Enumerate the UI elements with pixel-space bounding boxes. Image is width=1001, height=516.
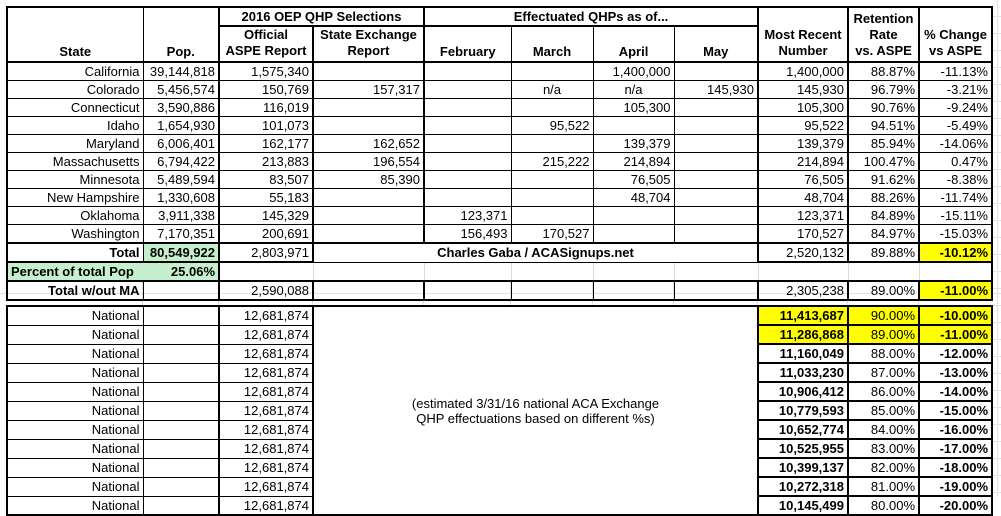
cell[interactable]: 89.00% bbox=[848, 325, 919, 344]
cell[interactable]: -10.00% bbox=[919, 306, 992, 325]
cell[interactable]: 200,691 bbox=[219, 225, 313, 244]
cell[interactable] bbox=[593, 262, 674, 281]
table-row bbox=[7, 117, 992, 135]
header-line: % Change bbox=[924, 27, 987, 42]
cell[interactable]: 12,681,874 bbox=[219, 439, 313, 458]
header-line: Most Recent bbox=[764, 27, 842, 42]
cell[interactable] bbox=[424, 262, 511, 281]
cell[interactable]: 76,505 bbox=[758, 171, 848, 189]
cell[interactable] bbox=[313, 117, 424, 135]
cell[interactable]: 6,006,401 bbox=[143, 135, 219, 153]
header-official-aspe[interactable] bbox=[219, 26, 313, 62]
cell[interactable]: 84.97% bbox=[848, 225, 919, 244]
cell[interactable]: -13.00% bbox=[919, 363, 992, 382]
cell[interactable] bbox=[143, 401, 219, 420]
cell[interactable] bbox=[219, 262, 313, 281]
cell[interactable] bbox=[511, 99, 593, 117]
cell[interactable]: 12,681,874 bbox=[219, 477, 313, 496]
cell[interactable] bbox=[313, 281, 424, 300]
total-retention[interactable]: 89.88% bbox=[848, 243, 919, 262]
cell[interactable]: National bbox=[7, 325, 143, 344]
cell[interactable]: -20.00% bbox=[919, 496, 992, 515]
cell[interactable]: National bbox=[7, 306, 143, 325]
cell[interactable]: -8.38% bbox=[919, 171, 992, 189]
cell[interactable]: 139,379 bbox=[593, 135, 674, 153]
total-label[interactable]: Total bbox=[7, 243, 143, 262]
cell[interactable]: 123,371 bbox=[424, 207, 511, 225]
cell[interactable]: 88.26% bbox=[848, 189, 919, 207]
cell[interactable]: 10,525,955 bbox=[758, 439, 848, 458]
cell[interactable]: 196,554 bbox=[313, 153, 424, 171]
cell[interactable] bbox=[143, 363, 219, 382]
cell[interactable] bbox=[313, 62, 424, 81]
cell[interactable]: National bbox=[7, 363, 143, 382]
header-retention[interactable] bbox=[848, 7, 919, 62]
cell[interactable]: 12,681,874 bbox=[219, 496, 313, 515]
cell[interactable]: 88.87% bbox=[848, 62, 919, 81]
header-line: ASPE Report bbox=[225, 43, 307, 58]
cell[interactable] bbox=[143, 458, 219, 477]
cell[interactable]: 10,399,137 bbox=[758, 458, 848, 477]
cell[interactable]: 86.00% bbox=[848, 382, 919, 401]
cell[interactable]: 94.51% bbox=[848, 117, 919, 135]
main-table-header bbox=[7, 7, 992, 62]
cell[interactable] bbox=[143, 420, 219, 439]
cell[interactable]: 116,019 bbox=[219, 99, 313, 117]
cell[interactable]: 7,170,351 bbox=[143, 225, 219, 244]
table-row bbox=[7, 306, 992, 325]
cell[interactable] bbox=[511, 207, 593, 225]
table-row bbox=[7, 189, 992, 207]
cell[interactable]: 170,527 bbox=[758, 225, 848, 244]
table-row bbox=[7, 153, 992, 171]
cell[interactable]: 12,681,874 bbox=[219, 344, 313, 363]
cell[interactable]: 5,489,594 bbox=[143, 171, 219, 189]
cell[interactable]: 12,681,874 bbox=[219, 382, 313, 401]
total-recent[interactable]: 2,520,132 bbox=[758, 243, 848, 262]
cell[interactable]: 5,456,574 bbox=[143, 81, 219, 99]
cell[interactable]: 12,681,874 bbox=[219, 401, 313, 420]
cell[interactable]: 39,144,818 bbox=[143, 62, 219, 81]
cell[interactable]: 10,906,412 bbox=[758, 382, 848, 401]
table-row bbox=[7, 99, 992, 117]
percent-value[interactable]: 25.06% bbox=[143, 262, 219, 281]
cell[interactable] bbox=[674, 99, 758, 117]
cell[interactable] bbox=[674, 117, 758, 135]
cell[interactable]: 80.00% bbox=[848, 496, 919, 515]
cell[interactable] bbox=[143, 325, 219, 344]
cell[interactable] bbox=[143, 439, 219, 458]
header-line: vs ASPE bbox=[929, 43, 982, 58]
header-line: Rate bbox=[869, 27, 898, 42]
cell[interactable] bbox=[511, 189, 593, 207]
cell[interactable]: 90.00% bbox=[848, 306, 919, 325]
cell[interactable] bbox=[674, 225, 758, 244]
cell[interactable]: Oklahoma bbox=[7, 207, 143, 225]
cell[interactable] bbox=[424, 81, 511, 99]
cell[interactable]: 156,493 bbox=[424, 225, 511, 244]
cell[interactable]: 11,286,868 bbox=[758, 325, 848, 344]
cell[interactable] bbox=[424, 117, 511, 135]
cell[interactable]: 90.76% bbox=[848, 99, 919, 117]
cell[interactable]: 1,400,000 bbox=[593, 62, 674, 81]
cell[interactable] bbox=[674, 153, 758, 171]
cell[interactable]: 214,894 bbox=[758, 153, 848, 171]
cell[interactable] bbox=[511, 281, 593, 300]
without-ma-change[interactable]: -11.00% bbox=[919, 281, 992, 300]
main-table bbox=[6, 6, 993, 301]
cell[interactable]: Idaho bbox=[7, 117, 143, 135]
cell[interactable]: 6,794,422 bbox=[143, 153, 219, 171]
without-ma-recent[interactable]: 2,305,238 bbox=[758, 281, 848, 300]
cell[interactable]: 1,654,930 bbox=[143, 117, 219, 135]
header-line: Retention bbox=[853, 11, 914, 26]
credit[interactable]: Charles Gaba / ACASignups.net bbox=[313, 243, 758, 262]
cell[interactable]: 95,522 bbox=[758, 117, 848, 135]
percent-label[interactable]: Percent of total Pop bbox=[7, 262, 143, 281]
cell[interactable]: National bbox=[7, 401, 143, 420]
cell[interactable]: 3,590,886 bbox=[143, 99, 219, 117]
gridlines-right-margin bbox=[993, 0, 1001, 497]
cell[interactable]: 82.00% bbox=[848, 458, 919, 477]
cell[interactable]: -18.00% bbox=[919, 458, 992, 477]
cell[interactable] bbox=[143, 344, 219, 363]
cell[interactable] bbox=[511, 262, 593, 281]
cell[interactable]: Colorado bbox=[7, 81, 143, 99]
cell[interactable] bbox=[674, 171, 758, 189]
cell[interactable]: -5.49% bbox=[919, 117, 992, 135]
cell[interactable] bbox=[674, 281, 758, 300]
table-row bbox=[7, 81, 992, 99]
cell[interactable] bbox=[674, 62, 758, 81]
cell[interactable] bbox=[674, 189, 758, 207]
cell[interactable]: National bbox=[7, 439, 143, 458]
cell[interactable]: -3.21% bbox=[919, 81, 992, 99]
without-ma-aspe[interactable]: 2,590,088 bbox=[219, 281, 313, 300]
cell[interactable]: 1,330,608 bbox=[143, 189, 219, 207]
cell[interactable] bbox=[143, 306, 219, 325]
cell[interactable]: 12,681,874 bbox=[219, 458, 313, 477]
cell[interactable] bbox=[313, 262, 424, 281]
cell[interactable]: 100.47% bbox=[848, 153, 919, 171]
cell[interactable] bbox=[313, 189, 424, 207]
cell[interactable] bbox=[424, 135, 511, 153]
cell[interactable]: 85.00% bbox=[848, 401, 919, 420]
header-month-february[interactable]: February bbox=[424, 26, 511, 62]
cell[interactable] bbox=[424, 281, 511, 300]
cell[interactable]: 10,779,593 bbox=[758, 401, 848, 420]
cell[interactable] bbox=[674, 207, 758, 225]
cell[interactable]: 162,177 bbox=[219, 135, 313, 153]
cell[interactable] bbox=[424, 153, 511, 171]
cell[interactable]: 85.94% bbox=[848, 135, 919, 153]
cell[interactable]: -14.06% bbox=[919, 135, 992, 153]
annotation-line: QHP effectuations based on different %s) bbox=[416, 410, 655, 426]
cell[interactable]: California bbox=[7, 62, 143, 81]
cell[interactable] bbox=[424, 171, 511, 189]
cell[interactable]: -15.11% bbox=[919, 207, 992, 225]
cell[interactable] bbox=[424, 99, 511, 117]
cell[interactable]: 84.89% bbox=[848, 207, 919, 225]
cell[interactable]: 11,413,687 bbox=[758, 306, 848, 325]
header-line: Report bbox=[347, 43, 390, 58]
total-pop[interactable]: 80,549,922 bbox=[143, 243, 219, 262]
cell[interactable]: Maryland bbox=[7, 135, 143, 153]
table-row bbox=[7, 171, 992, 189]
cell[interactable]: 88.00% bbox=[848, 344, 919, 363]
cell[interactable] bbox=[919, 262, 992, 281]
cell[interactable]: -17.00% bbox=[919, 439, 992, 458]
cell[interactable]: 215,222 bbox=[511, 153, 593, 171]
main-table-body bbox=[7, 62, 992, 243]
cell[interactable]: 81.00% bbox=[848, 477, 919, 496]
cell[interactable]: 83,507 bbox=[219, 171, 313, 189]
header-line: Number bbox=[778, 43, 828, 58]
cell[interactable] bbox=[143, 281, 219, 300]
cell[interactable]: 55,183 bbox=[219, 189, 313, 207]
cell[interactable] bbox=[593, 207, 674, 225]
cell[interactable]: 1,575,340 bbox=[219, 62, 313, 81]
without-ma-retention[interactable]: 89.00% bbox=[848, 281, 919, 300]
cell[interactable]: Massachusetts bbox=[7, 153, 143, 171]
cell[interactable]: 157,317 bbox=[313, 81, 424, 99]
cell[interactable]: 10,272,318 bbox=[758, 477, 848, 496]
cell[interactable]: 145,930 bbox=[758, 81, 848, 99]
cell[interactable] bbox=[313, 99, 424, 117]
cell[interactable]: 12,681,874 bbox=[219, 325, 313, 344]
cell[interactable]: 101,073 bbox=[219, 117, 313, 135]
cell[interactable]: -15.00% bbox=[919, 401, 992, 420]
cell[interactable] bbox=[511, 135, 593, 153]
cell[interactable]: 95,522 bbox=[511, 117, 593, 135]
header-most-recent[interactable] bbox=[758, 7, 848, 62]
annotation-line: (estimated 3/31/16 national ACA Exchange bbox=[411, 395, 660, 411]
cell[interactable] bbox=[758, 262, 848, 281]
cell[interactable]: 48,704 bbox=[758, 189, 848, 207]
without-ma-label[interactable]: Total w/out MA bbox=[7, 281, 143, 300]
cell[interactable] bbox=[593, 117, 674, 135]
cell[interactable]: 150,769 bbox=[219, 81, 313, 99]
table-row bbox=[7, 243, 992, 262]
cell[interactable]: 145,930 bbox=[674, 81, 758, 99]
cell[interactable]: 139,379 bbox=[758, 135, 848, 153]
table-row bbox=[7, 225, 992, 244]
cell[interactable]: 123,371 bbox=[758, 207, 848, 225]
cell[interactable] bbox=[848, 262, 919, 281]
cell[interactable]: 162,652 bbox=[313, 135, 424, 153]
annotation[interactable] bbox=[313, 306, 758, 515]
cell[interactable]: 1,400,000 bbox=[758, 62, 848, 81]
cell[interactable]: 105,300 bbox=[593, 99, 674, 117]
header-oep-group[interactable]: 2016 OEP QHP Selections bbox=[219, 7, 424, 26]
header-line: Official bbox=[243, 27, 289, 42]
header-line: State Exchange bbox=[320, 27, 417, 42]
cell[interactable] bbox=[143, 477, 219, 496]
cell[interactable]: 87.00% bbox=[848, 363, 919, 382]
cell[interactable]: National bbox=[7, 420, 143, 439]
cell[interactable] bbox=[674, 262, 758, 281]
cell[interactable]: 12,681,874 bbox=[219, 363, 313, 382]
cell[interactable]: National bbox=[7, 382, 143, 401]
cell[interactable]: 11,160,049 bbox=[758, 344, 848, 363]
cell[interactable]: Connecticut bbox=[7, 99, 143, 117]
cell[interactable]: Washington bbox=[7, 225, 143, 244]
cell[interactable]: National bbox=[7, 477, 143, 496]
cell[interactable]: 96.79% bbox=[848, 81, 919, 99]
cell[interactable]: -11.74% bbox=[919, 189, 992, 207]
cell[interactable] bbox=[313, 225, 424, 244]
header-effectuated-group[interactable]: Effectuated QHPs as of... bbox=[424, 7, 758, 26]
cell[interactable]: 3,911,338 bbox=[143, 207, 219, 225]
cell[interactable] bbox=[143, 382, 219, 401]
cell[interactable]: 85,390 bbox=[313, 171, 424, 189]
table-row bbox=[7, 135, 992, 153]
header-month-march[interactable]: March bbox=[511, 26, 593, 62]
header-state-exchange[interactable] bbox=[313, 26, 424, 62]
cell[interactable]: 76,505 bbox=[593, 171, 674, 189]
cell[interactable]: 145,329 bbox=[219, 207, 313, 225]
cell[interactable] bbox=[593, 225, 674, 244]
cell[interactable]: 10,652,774 bbox=[758, 420, 848, 439]
cell[interactable]: -9.24% bbox=[919, 99, 992, 117]
cell[interactable]: 0.47% bbox=[919, 153, 992, 171]
cell[interactable]: 12,681,874 bbox=[219, 420, 313, 439]
cell[interactable]: -16.00% bbox=[919, 420, 992, 439]
cell[interactable]: -12.00% bbox=[919, 344, 992, 363]
cell[interactable]: National bbox=[7, 344, 143, 363]
cell[interactable]: Minnesota bbox=[7, 171, 143, 189]
national-table bbox=[6, 305, 993, 516]
cell[interactable]: 105,300 bbox=[758, 99, 848, 117]
cell[interactable]: -14.00% bbox=[919, 382, 992, 401]
cell[interactable]: 91.62% bbox=[848, 171, 919, 189]
cell[interactable]: n/a bbox=[593, 81, 674, 99]
cell[interactable]: New Hampshire bbox=[7, 189, 143, 207]
table-row bbox=[7, 62, 992, 81]
header-month-may[interactable]: May bbox=[674, 26, 758, 62]
total-change[interactable]: -10.12% bbox=[919, 243, 992, 262]
total-aspe[interactable]: 2,803,971 bbox=[219, 243, 313, 262]
cell[interactable]: 84.00% bbox=[848, 420, 919, 439]
cell[interactable]: -19.00% bbox=[919, 477, 992, 496]
cell[interactable]: 11,033,230 bbox=[758, 363, 848, 382]
cell[interactable]: 10,145,499 bbox=[758, 496, 848, 515]
cell[interactable]: 214,894 bbox=[593, 153, 674, 171]
header-month-april[interactable]: April bbox=[593, 26, 674, 62]
cell[interactable] bbox=[593, 281, 674, 300]
cell[interactable]: National bbox=[7, 496, 143, 515]
header-line: vs. ASPE bbox=[855, 43, 912, 58]
cell[interactable] bbox=[424, 189, 511, 207]
table-row bbox=[7, 281, 992, 300]
cell[interactable]: -11.13% bbox=[919, 62, 992, 81]
header-state[interactable]: State bbox=[7, 7, 143, 62]
cell[interactable]: -15.03% bbox=[919, 225, 992, 244]
cell[interactable]: 170,527 bbox=[511, 225, 593, 244]
national-table-body bbox=[7, 306, 992, 515]
header-pct-change[interactable] bbox=[919, 7, 992, 62]
cell[interactable]: n/a bbox=[511, 81, 593, 99]
cell[interactable] bbox=[143, 496, 219, 515]
summary-rows bbox=[7, 243, 992, 300]
table-row bbox=[7, 207, 992, 225]
cell[interactable] bbox=[313, 207, 424, 225]
cell[interactable]: 48,704 bbox=[593, 189, 674, 207]
cell[interactable] bbox=[674, 135, 758, 153]
header-pop[interactable]: Pop. bbox=[143, 7, 219, 62]
cell[interactable]: 213,883 bbox=[219, 153, 313, 171]
cell[interactable] bbox=[511, 62, 593, 81]
cell[interactable]: -11.00% bbox=[919, 325, 992, 344]
cell[interactable]: National bbox=[7, 458, 143, 477]
cell[interactable]: 83.00% bbox=[848, 439, 919, 458]
cell[interactable]: 12,681,874 bbox=[219, 306, 313, 325]
cell[interactable] bbox=[424, 62, 511, 81]
table-row bbox=[7, 262, 992, 281]
cell[interactable] bbox=[511, 171, 593, 189]
